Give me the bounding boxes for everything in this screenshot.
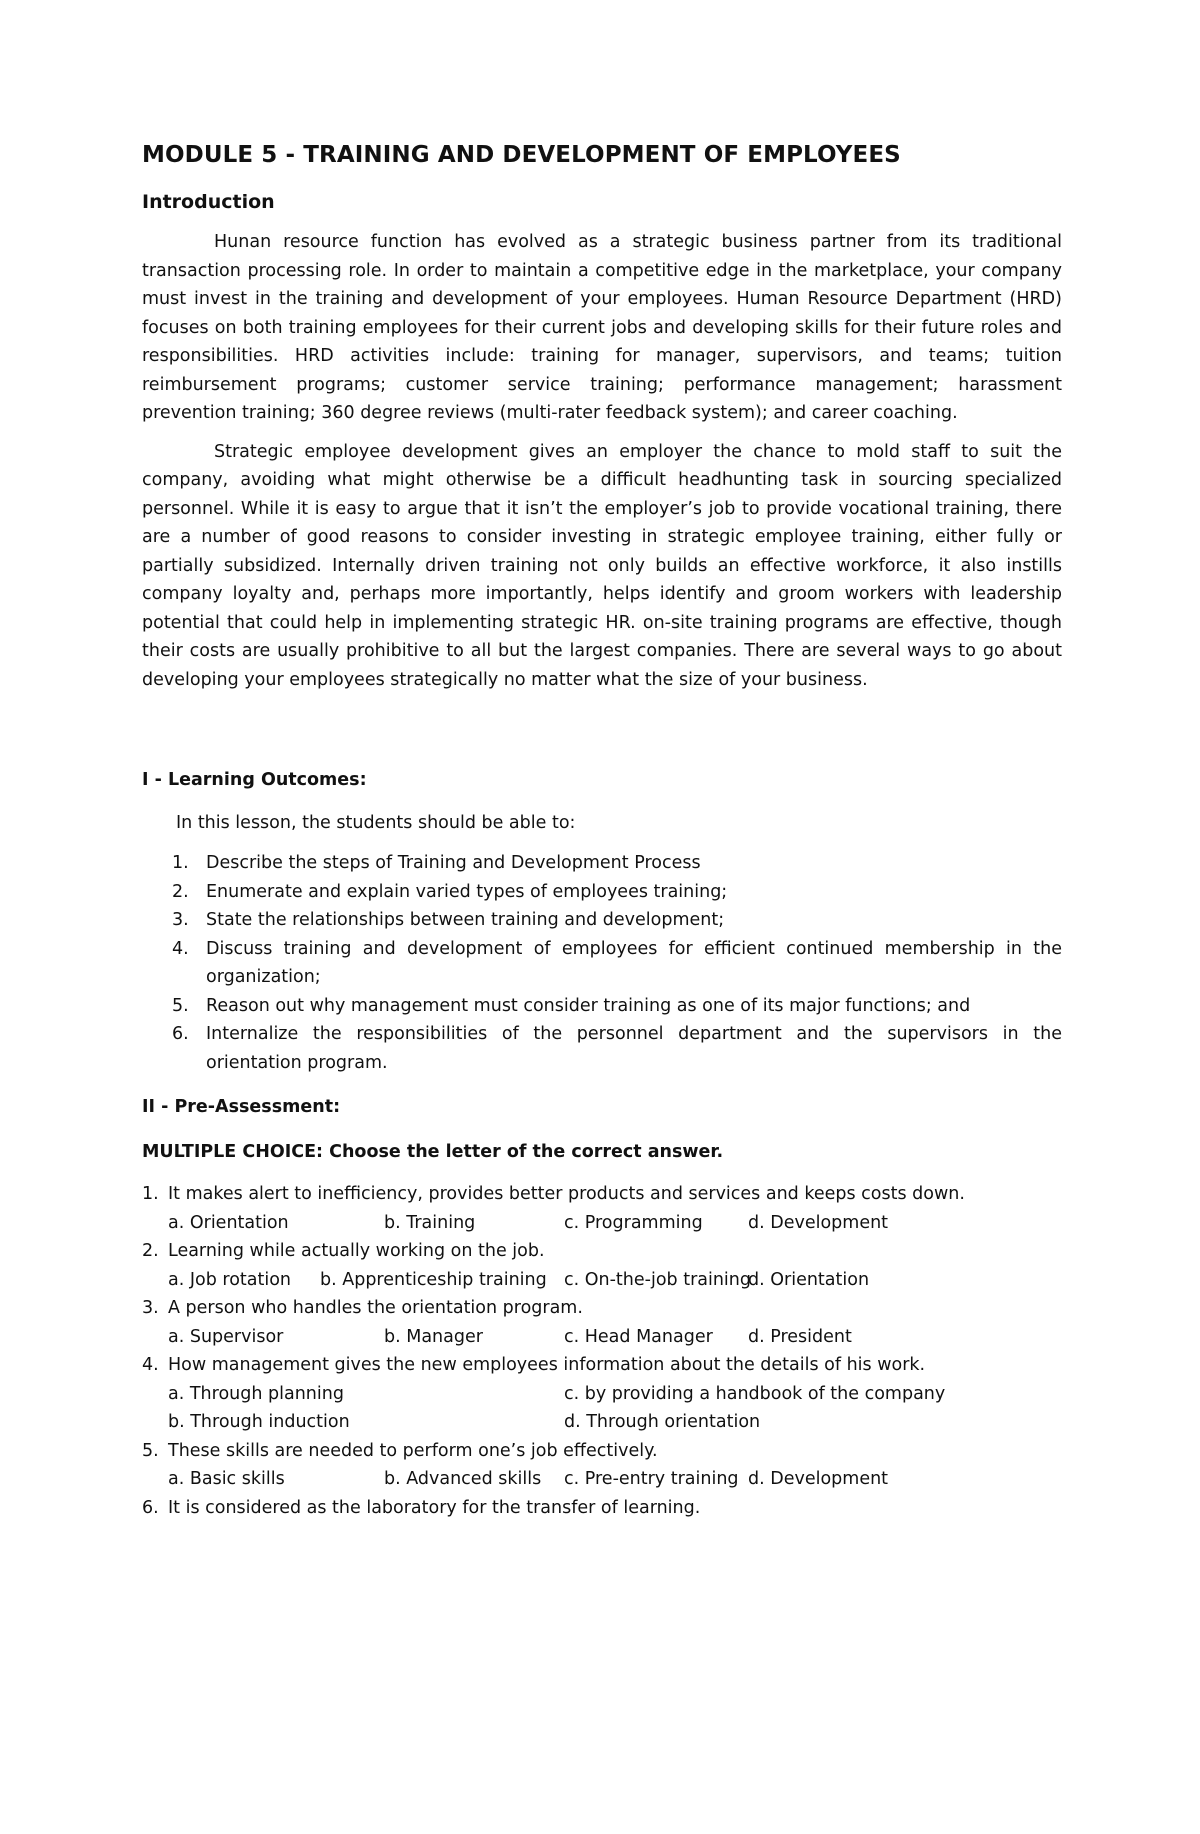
choice-a: a. Supervisor [168,1326,284,1347]
list-item-number: 2. [172,881,189,902]
intro-paragraph-1: Hunan resource function has evolved as a strategic business partner from its traditional transaction processing role. In order to maintain a competitive edge in the marketplace, your company must invest in the training and development of your employees. Human Resource Department (HRD) focuses on both training employees for their current jobs and developing skills for their future roles and responsibilities. HRD activities include: training for manager, supervisors, and teams; tuition reimbursement programs; customer service training; performance management; harassment prevention training; 360 degree reviews (multi-rater feedback system); and career coaching. [142,232,1062,423]
question [142,1494,1062,1523]
choice-b: b. Manager [384,1326,483,1347]
answer-choices [168,1408,1062,1437]
choice-c: c. Pre-entry training [564,1469,739,1489]
list-item-text: Internalize the responsibilities of the personnel department and the supervisors in the orientation program. [206,1024,1062,1073]
question-text: Learning while actually working on the job. [168,1241,545,1261]
list-item [172,992,1062,1021]
list-item-text: Describe the steps of Training and Development Process [206,853,701,873]
list-item-text: State the relationships between training and development; [206,910,725,930]
learning-outcomes-intro: In this lesson, the students should be able to: [176,812,576,833]
question-number: 3. [142,1298,159,1318]
pre-assessment-heading: II - Pre-Assessment: [142,1097,341,1117]
list-item-number: 5. [172,995,189,1016]
choice-c: c. Programming [564,1212,703,1233]
multiple-choice-instruction: MULTIPLE CHOICE: Choose the letter of the correct answer. [142,1141,724,1162]
answer-choices [168,1209,1062,1238]
choice-b: b. Training [384,1212,476,1233]
choice-b: b. Apprenticeship training [320,1269,547,1290]
list-item [172,878,1062,907]
question-text: A person who handles the orientation program. [168,1298,583,1318]
list-item [172,906,1062,935]
list-item-text: Reason out why management must consider training as one of its major functions; and [206,995,971,1016]
list-item-number: 3. [172,910,189,930]
question-text: It makes alert to inefficiency, provides better products and services and keeps costs down. [168,1184,965,1204]
choice-c: c. On-the-job training [564,1269,751,1290]
choice-a: a. Job rotation [168,1269,292,1290]
question [142,1237,1062,1266]
question-number: 4. [142,1355,159,1375]
list-item-number: 6. [172,1024,189,1044]
question-list [142,1180,1062,1522]
question-text: How management gives the new employees information about the details of his work. [168,1355,926,1375]
question-number: 5. [142,1440,159,1461]
learning-outcomes-heading: I - Learning Outcomes: [142,770,367,790]
list-item-text: Discuss training and development of employees for efficient continued membership in the organization; [206,938,1062,987]
choice-b: b. Advanced skills [384,1469,542,1489]
list-item [172,935,1062,992]
choice-d: d. Through orientation [564,1412,761,1432]
question [142,1294,1062,1323]
learning-outcomes-list [172,849,1062,1077]
list-item-text: Enumerate and explain varied types of employees training; [206,881,728,902]
question-number: 6. [142,1497,159,1518]
answer-choices [168,1323,1062,1352]
answer-choices [168,1266,1062,1295]
choice-c: c. by providing a handbook of the company [564,1383,946,1404]
question [142,1437,1062,1466]
question-text: These skills are needed to perform one’s job effectively. [168,1440,658,1461]
introduction-heading: Introduction [142,191,275,213]
choice-a: a. Through planning [168,1383,344,1404]
choice-d: d. President [748,1326,852,1347]
intro-paragraph-2: Strategic employee development gives an employer the chance to mold staff to suit the company, avoiding what might otherwise be a difficult headhunting task in sourcing specialized personnel. While it is easy to argue that it isn’t the employer’s job to provide vocational training, there are a number of good reasons to consider investing in strategic employee training, either fully or partially subsidized. Internally driven training not only builds an effective workforce, it also instills company loyalty and, perhaps more importantly, helps identify and groom workers with leadership potential that could help in implementing strategic HR. on-site training programs are effective, though their costs are usually prohibitive to all but the largest companies. There are several ways to go about developing your employees strategically no matter what the size of your business. [142,441,1062,690]
choice-c: c. Head Manager [564,1326,713,1347]
list-item [172,1020,1062,1077]
choice-b: b. Through induction [168,1412,350,1432]
question [142,1180,1062,1209]
document-body [142,140,1062,1522]
choice-d: d. Development [748,1212,889,1233]
choice-d: d. Development [748,1469,889,1489]
question-number: 1. [142,1184,159,1204]
question [142,1351,1062,1380]
choice-a: a. Basic skills [168,1469,285,1489]
list-item [172,849,1062,878]
list-item-number: 1. [172,853,189,873]
page-title: MODULE 5 - TRAINING AND DEVELOPMENT OF EMPLOYEES [142,142,901,168]
list-item-number: 4. [172,938,189,959]
choice-d: d. Orientation [748,1269,870,1290]
answer-choices [168,1380,1062,1409]
question-text: It is considered as the laboratory for the transfer of learning. [168,1497,701,1518]
answer-choices [168,1465,1062,1494]
choice-a: a. Orientation [168,1212,289,1233]
question-number: 2. [142,1241,159,1261]
